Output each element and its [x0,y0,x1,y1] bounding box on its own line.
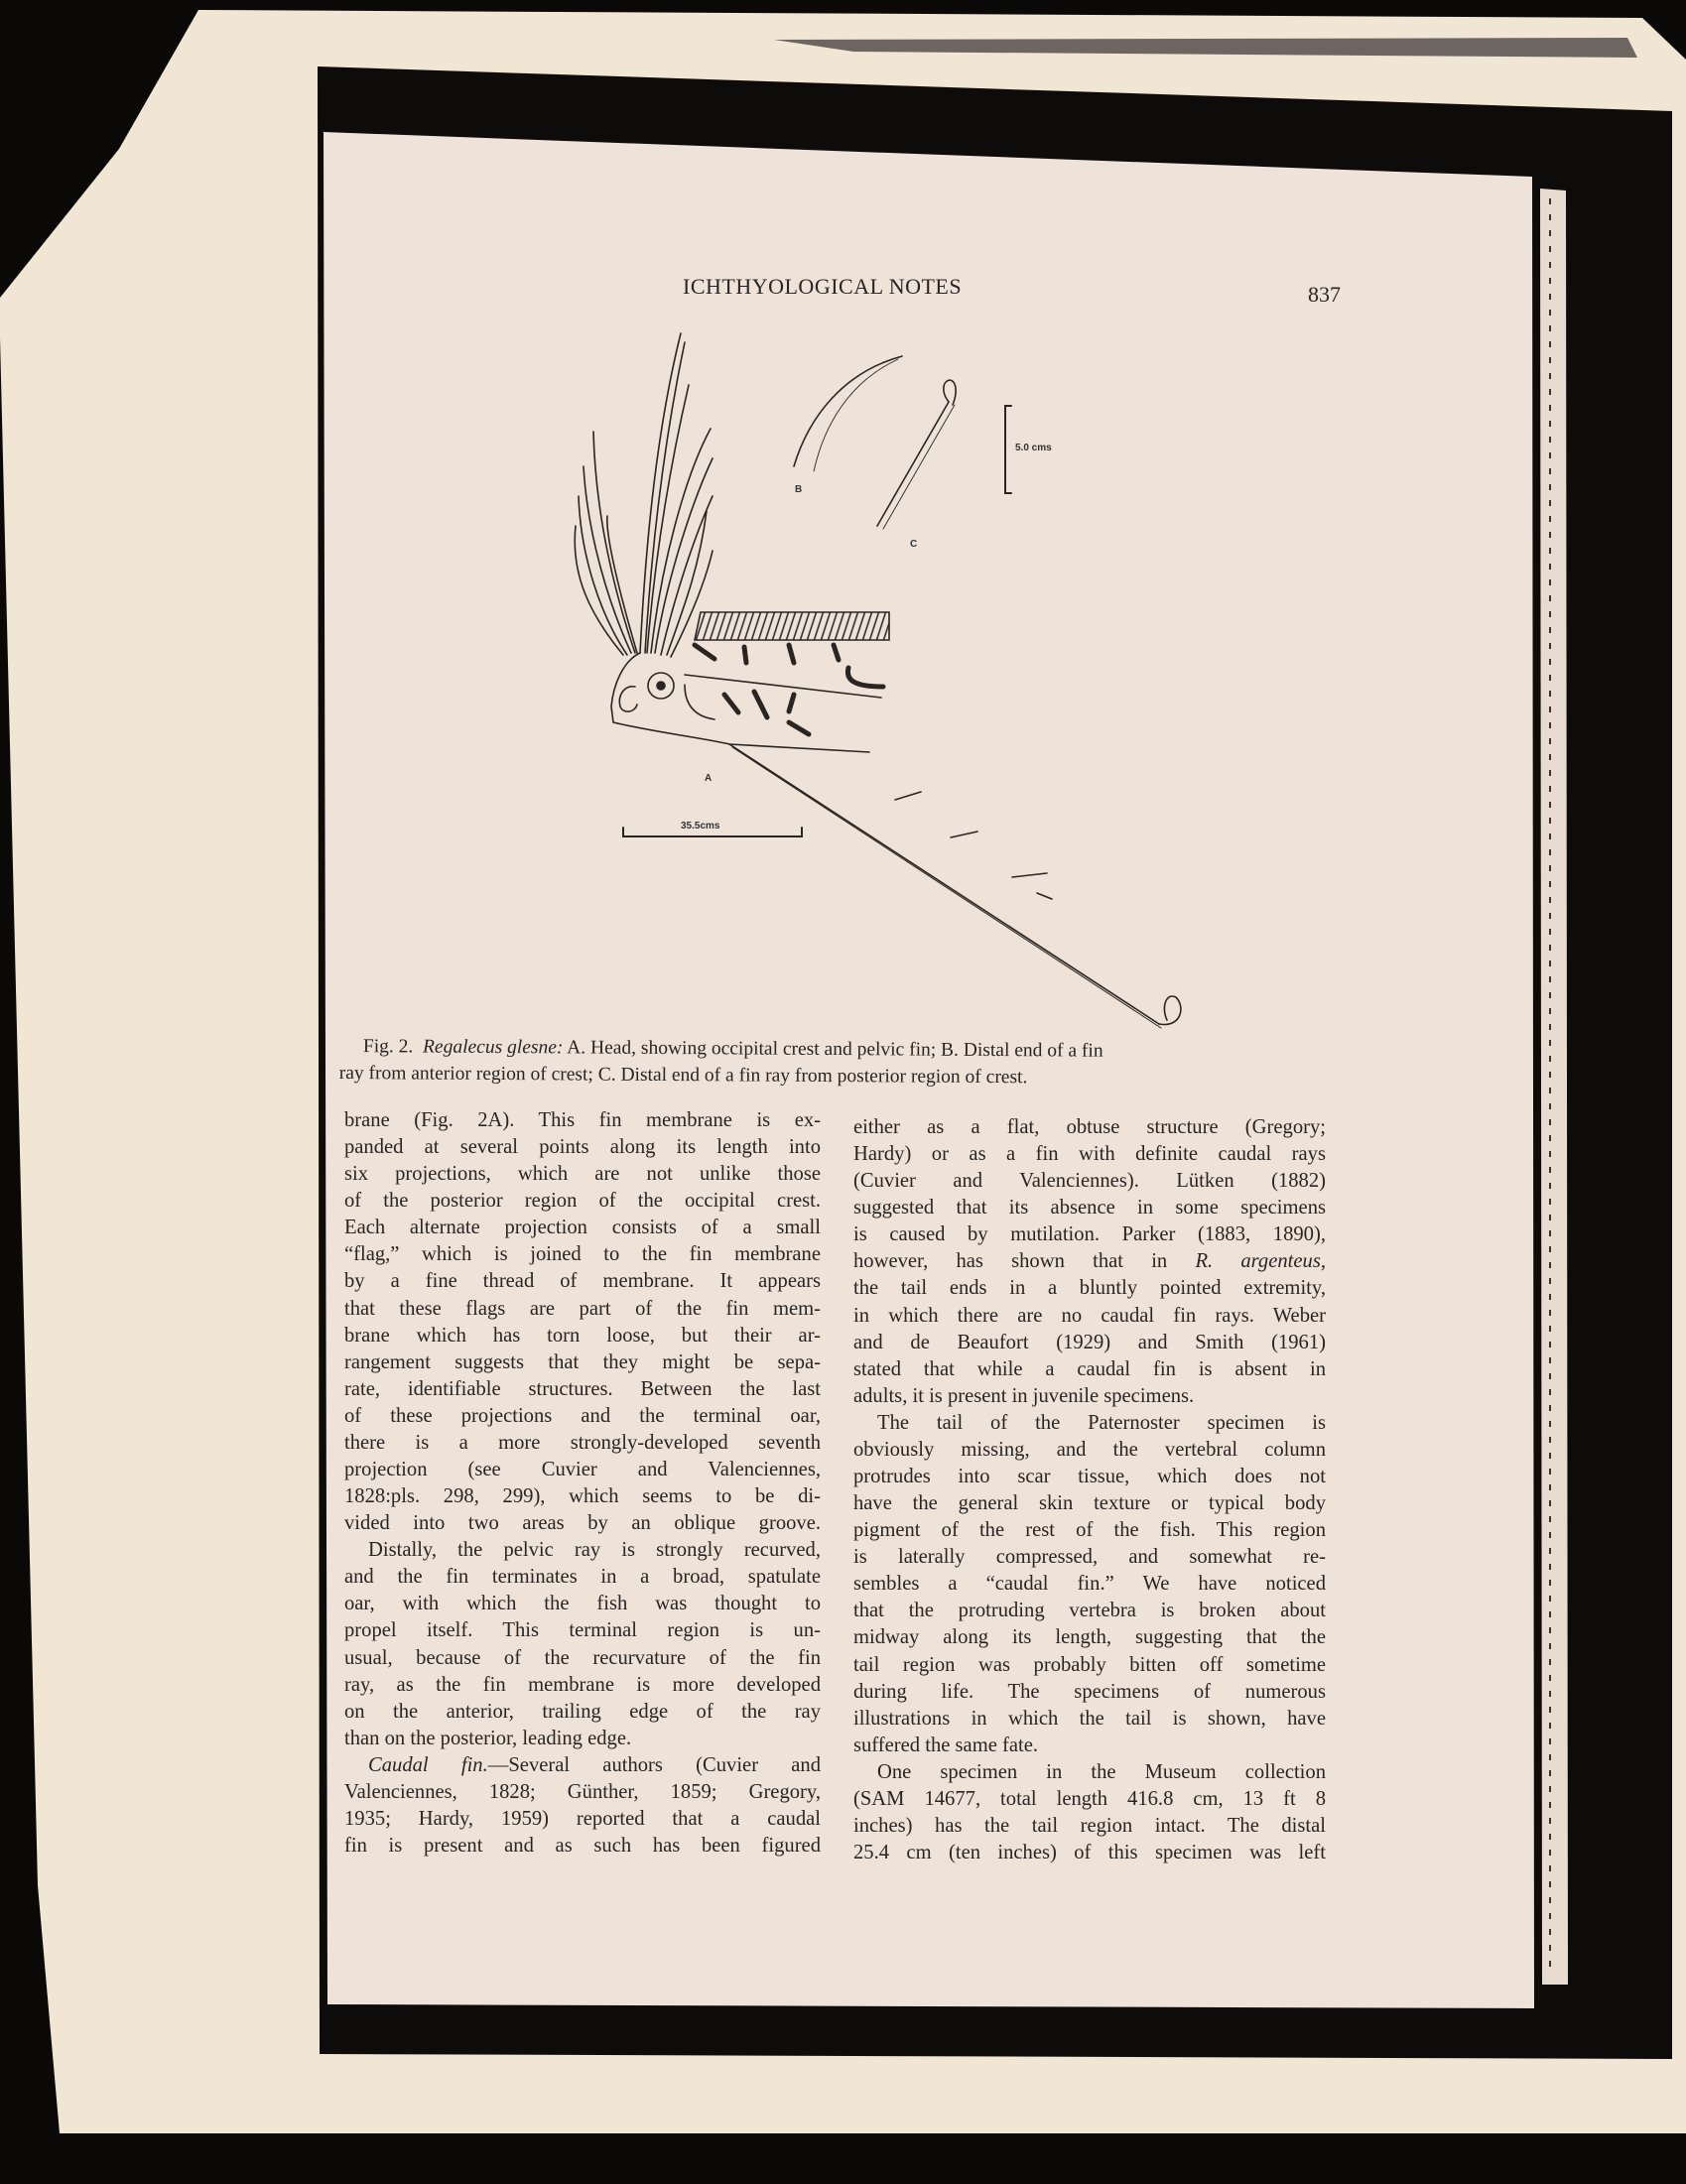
text-line [853,1275,1326,1302]
text-segment: “flag,” which is joined to the fin membrane [344,1243,821,1266]
text-line [853,1517,1326,1544]
text-line [853,1248,1326,1275]
text-segment: is caused by mutilation. Parker (1883, 1890), [853,1223,1326,1246]
text-line [344,1617,821,1644]
text-line [344,1752,821,1779]
text-segment: by a fine thread of membrane. It appears [344,1270,821,1293]
caption-species: Regalecus glesne: [422,1036,564,1059]
text-line [344,1779,821,1806]
text-line [853,1786,1326,1813]
text-segment: stated that while a caudal fin is absent in [853,1357,1326,1380]
text-line [344,1510,821,1537]
text-line [344,1349,821,1376]
running-title: ICHTHYOLOGICAL NOTES [683,274,963,299]
text-segment: propel itself. This terminal region is un- [344,1619,821,1642]
text-line [853,1141,1326,1168]
text-segment: rangement suggests that they might be sepa- [344,1350,821,1373]
text-segment: that the protruding vertebra is broken about [853,1600,1326,1622]
text-segment: illustrations in which the tail is shown, have [853,1707,1326,1730]
text-line [853,1303,1326,1330]
italic-text: R. argenteus, [1195,1250,1326,1273]
text-segment: and de Beaufort (1929) and Smith (1961) [853,1331,1326,1353]
text-segment: on the anterior, trailing edge of the ray [344,1700,821,1723]
body-column-right [853,1114,1326,1866]
scale-bar-label-large: 35.5cms [681,821,720,832]
text-segment: tail region was probably bitten off sometime [853,1653,1326,1676]
text-segment: six projections, which are not unlike those [344,1163,821,1186]
caption-line-2: ray from anterior region of crest; C. Distal end of a fin ray from posterior region of crest. [338,1062,1028,1089]
text-segment: obviously missing, and the vertebral column [853,1438,1326,1461]
caption-text: A. Head, showing occipital crest and pelvic fin; B. Distal end of a fin [567,1037,1103,1062]
text-segment: have the general skin texture or typical body [853,1492,1326,1515]
right-page-edge [1540,189,1568,1985]
text-segment: there is a more strongly-developed seventh [344,1431,821,1454]
text-line [344,1403,821,1430]
figure-label-b: B [795,484,803,495]
text-segment: midway along its length, suggesting that the [853,1626,1326,1649]
text-line [344,1241,821,1268]
text-segment: either as a flat, obtuse structure (Gregory; [853,1116,1326,1138]
text-line [344,1376,821,1403]
text-line [853,1195,1326,1221]
text-segment: inches) has the tail region intact. The distal [853,1815,1326,1838]
text-segment: and the fin terminates in a broad, spatulate [344,1566,821,1589]
scale-bar-label-small: 5.0 cms [1015,443,1052,453]
text-segment: fin is present and as such has been figured [344,1835,821,1858]
text-segment: projection (see Cuvier and Valenciennes, [344,1459,821,1481]
text-line [853,1652,1326,1679]
text-segment: 25.4 cm (ten inches) of this specimen was left [853,1842,1326,1864]
text-line [853,1598,1326,1624]
text-segment: suggested that its absence in some specimens [853,1197,1326,1220]
text-line [853,1706,1326,1733]
text-segment: of these projections and the terminal oar, [344,1404,821,1427]
text-segment: than on the posterior, leading edge. [344,1727,632,1749]
body-column-left [344,1107,821,1860]
text-line [344,1188,821,1215]
text-line [344,1215,821,1241]
figure-caption [339,1033,1332,1092]
text-segment: in which there are no caudal fin rays. Weber [853,1304,1326,1327]
text-segment: brane which has torn loose, but their ar- [344,1324,821,1347]
text-line [853,1813,1326,1840]
text-line [344,1107,821,1134]
text-line [344,1672,821,1699]
text-segment: (SAM 14677, total length 416.8 cm, 13 ft 8 [853,1787,1326,1810]
text-segment: Valenciennes, 1828; Günther, 1859; Gregory, [344,1780,821,1803]
text-segment: Each alternate projection consists of a small [344,1217,821,1239]
text-line [853,1356,1326,1383]
page-number: 837 [1308,282,1341,307]
text-line [344,1645,821,1672]
text-line [344,1323,821,1349]
text-line [853,1759,1326,1786]
text-line [853,1733,1326,1759]
text-segment: rate, identifiable structures. Between the last [344,1377,821,1400]
text-segment: the tail ends in a bluntly pointed extremity, [853,1277,1326,1300]
text-segment: protrudes into scar tissue, which does not [853,1466,1326,1488]
text-line [344,1564,821,1591]
figure-label-a: A [705,773,713,784]
text-line [344,1134,821,1161]
text-line [853,1679,1326,1706]
text-segment: pigment of the rest of the fish. This region [853,1519,1326,1542]
text-line [344,1483,821,1510]
text-line [344,1699,821,1726]
text-segment: that these flags are part of the fin mem- [344,1297,821,1320]
text-line [853,1464,1326,1490]
text-line [344,1537,821,1564]
text-line [853,1544,1326,1571]
text-line [853,1168,1326,1195]
text-segment: 1935; Hardy, 1959) reported that a caudal [344,1808,821,1831]
text-segment: The tail of the Paternoster specimen is [877,1411,1326,1434]
italic-text: Caudal fin. [368,1753,488,1776]
text-segment: sembles a “caudal fin.” We have noticed [853,1573,1326,1596]
text-segment: adults, it is present in juvenile specimens. [853,1384,1195,1407]
text-line [344,1161,821,1188]
text-line [344,1833,821,1860]
text-segment: —Several authors (Cuvier and [487,1753,821,1776]
text-line [853,1571,1326,1598]
text-line [344,1268,821,1295]
text-line [853,1330,1326,1356]
text-segment: usual, because of the recurvature of the fin [344,1646,821,1669]
text-line [853,1383,1326,1410]
text-line [344,1726,821,1752]
figure-label-c: C [910,539,918,550]
text-segment: of the posterior region of the occipital crest. [344,1190,821,1213]
text-line [344,1591,821,1617]
text-line [853,1490,1326,1517]
text-segment: suffered the same fate. [853,1734,1039,1756]
caption-fig-number: Fig. 2. [362,1036,414,1058]
text-segment: Distally, the pelvic ray is strongly recurved, [368,1539,821,1562]
text-line [853,1624,1326,1651]
text-segment: oar, with which the fish was thought to [344,1593,821,1615]
text-segment: panded at several points along its length into [344,1136,821,1159]
text-line [344,1457,821,1483]
text-segment: is laterally compressed, and somewhat re- [853,1546,1326,1569]
text-segment: ray, as the fin membrane is more developed [344,1673,821,1696]
text-line [853,1410,1326,1437]
text-line [344,1806,821,1833]
text-segment: (Cuvier and Valenciennes). Lütken (1882) [853,1170,1326,1193]
text-line [344,1296,821,1323]
text-line [853,1840,1326,1866]
text-segment: 1828:pls. 298, 299), which seems to be di- [344,1485,821,1508]
text-line [853,1114,1326,1141]
text-segment: One specimen in the Museum collection [877,1760,1326,1783]
text-segment: during life. The specimens of numerous [853,1680,1326,1703]
text-segment: Hardy) or as a fin with definite caudal rays [853,1143,1326,1166]
text-segment: brane (Fig. 2A). This fin membrane is ex- [344,1109,821,1131]
text-line [853,1221,1326,1248]
text-line [344,1430,821,1457]
text-line [853,1437,1326,1464]
text-segment: vided into two areas by an oblique groove. [344,1512,821,1535]
text-segment: however, has shown that in [853,1250,1196,1273]
